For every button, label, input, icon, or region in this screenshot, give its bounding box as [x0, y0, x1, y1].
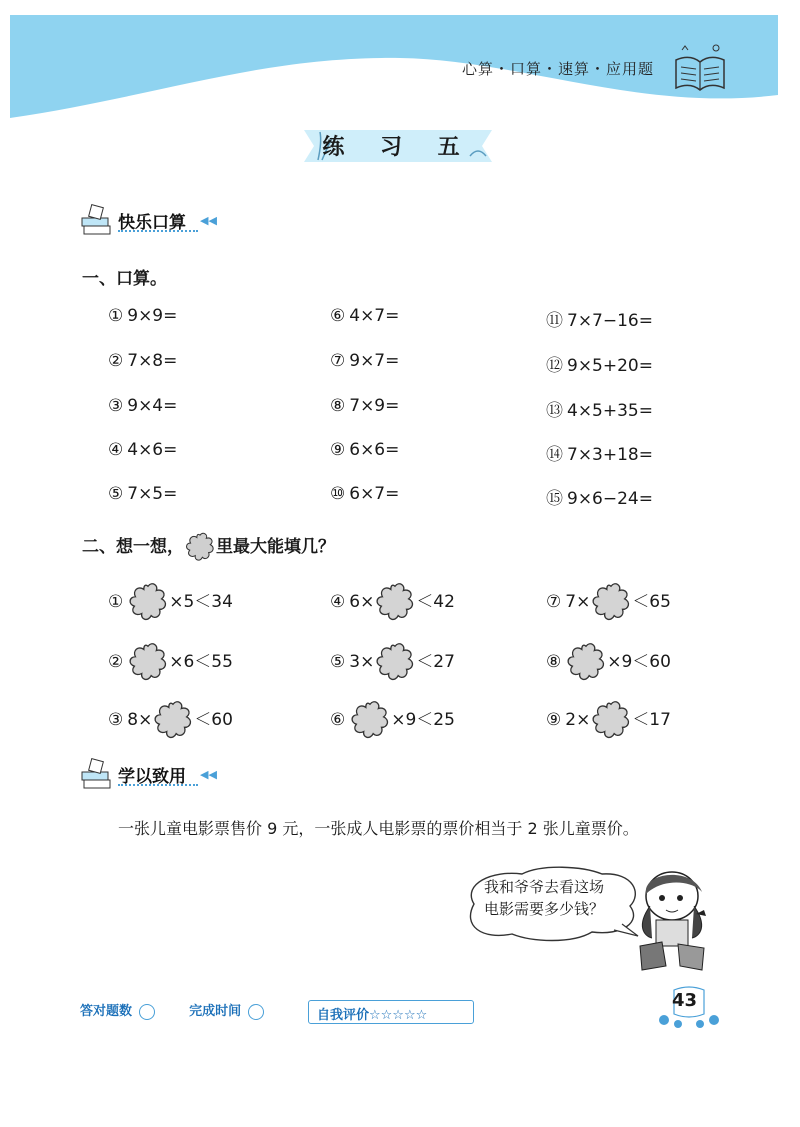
- subject-line: 心算・口算・速算・应用题: [461, 60, 654, 78]
- q2-item: ① ×5＜34: [108, 582, 233, 622]
- flower-answer-box[interactable]: [374, 642, 416, 682]
- q2-item: ⑧ ×9＜60: [546, 642, 671, 682]
- q1-item: ⑫ 9×5+20=: [546, 356, 653, 376]
- correct-count-label: 答对题数: [80, 1004, 133, 1019]
- section-label-mental-math: 快乐口算: [118, 213, 186, 233]
- q2-item: ⑤ 3× ＜27: [330, 642, 455, 682]
- word-problem: 一张儿童电影票售价 9 元，一张成人电影票的票价相当于 2 张儿童票价。: [118, 819, 639, 838]
- flower-answer-box[interactable]: [127, 582, 169, 622]
- page-number: 43: [672, 990, 698, 1011]
- flower-answer-box[interactable]: [374, 582, 416, 622]
- question-2-heading: 二、想一想， 里最大能填几？: [82, 532, 335, 562]
- time-used-label: 完成时间: [189, 1004, 242, 1019]
- flower-answer-box[interactable]: [127, 642, 169, 682]
- q1-item: ⑬ 4×5+35=: [546, 401, 653, 421]
- q1-item: ② 7×8=: [108, 351, 178, 371]
- book-icon: [672, 40, 728, 96]
- q1-item: ④ 4×6=: [108, 440, 178, 460]
- footer: [80, 1000, 264, 1020]
- q1-item: ⑥ 4×7=: [330, 306, 400, 326]
- books-icon: [80, 758, 114, 790]
- arrow-decoration: ◀◀: [200, 214, 217, 227]
- q1-item: ⑭ 7×3+18=: [546, 445, 653, 465]
- page-title: 练 习 五: [322, 135, 474, 160]
- girl-illustration: [622, 866, 722, 974]
- books-icon: [80, 204, 114, 236]
- q1-item: ⑤ 7×5=: [108, 484, 178, 504]
- bubble-text: [484, 876, 632, 920]
- q1-item: ⑮ 9×6−24=: [546, 489, 653, 509]
- q2-item: ⑥ ×9＜25: [330, 700, 455, 740]
- smiley-icon: [248, 1004, 264, 1020]
- flower-answer-box[interactable]: [152, 700, 194, 740]
- q1-item: ⑦ 9×7=: [330, 351, 400, 371]
- question-1-heading: 一、口算。: [82, 269, 167, 289]
- q1-item: ⑨ 6×6=: [330, 440, 400, 460]
- arrow-decoration: ◀◀: [200, 768, 217, 781]
- q2-item: ② ×6＜55: [108, 642, 233, 682]
- q2-item: ③ 8× ＜60: [108, 700, 233, 740]
- section-label-apply: 学以致用: [118, 767, 186, 787]
- smiley-icon: [139, 1004, 155, 1020]
- q2-item: ④ 6× ＜42: [330, 582, 455, 622]
- flower-answer-box[interactable]: [565, 642, 607, 682]
- self-evaluation-text: 自我评价☆☆☆☆☆: [317, 1008, 428, 1023]
- bubble-line: 我和爷爷去看这场: [484, 878, 605, 896]
- q1-item: ① 9×9=: [108, 306, 178, 326]
- flower-answer-box[interactable]: [590, 700, 632, 740]
- section-underline: [118, 230, 198, 232]
- self-evaluation: [308, 1000, 474, 1024]
- flower-box-icon: [184, 532, 216, 562]
- q2-item: ⑨ 2× ＜17: [546, 700, 671, 740]
- q1-item: ⑪ 7×7−16=: [546, 311, 653, 331]
- q1-item: ⑩ 6×7=: [330, 484, 400, 504]
- q2-item: ⑦ 7× ＜65: [546, 582, 671, 622]
- flower-answer-box[interactable]: [349, 700, 391, 740]
- q1-item: ⑧ 7×9=: [330, 396, 400, 416]
- flower-answer-box[interactable]: [590, 582, 632, 622]
- section-underline: [118, 784, 198, 786]
- q1-item: ③ 9×4=: [108, 396, 178, 416]
- bubble-line: 电影需要多少钱？: [484, 900, 605, 918]
